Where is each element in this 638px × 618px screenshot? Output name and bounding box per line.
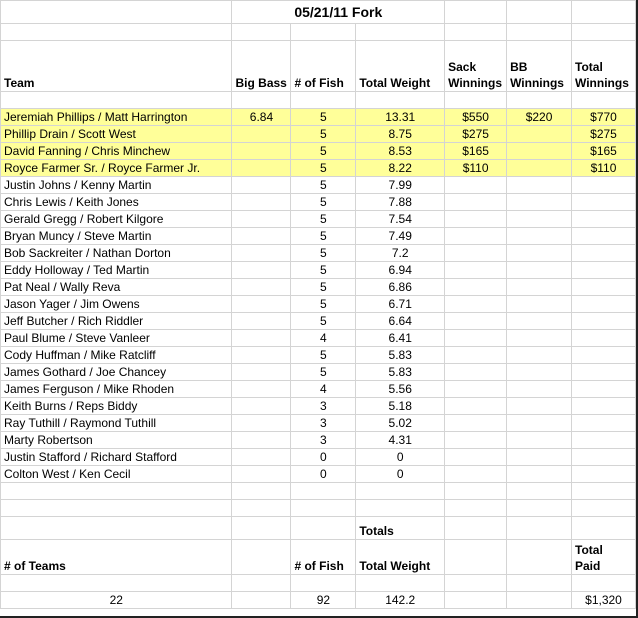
team-cell: James Gothard / Joe Chancey bbox=[1, 364, 232, 381]
sack-winnings-cell bbox=[445, 347, 507, 364]
bb-winnings-cell bbox=[507, 381, 572, 398]
table-row bbox=[1, 262, 636, 279]
header-total-winnings: Total Winnings bbox=[572, 41, 636, 92]
big-bass-cell bbox=[232, 126, 291, 143]
num-fish-cell: 5 bbox=[291, 211, 356, 228]
sack-winnings-cell bbox=[445, 177, 507, 194]
team-cell: Jeremiah Phillips / Matt Harrington bbox=[1, 109, 232, 126]
total-weight-cell: 7.99 bbox=[356, 177, 445, 194]
total-winnings-cell: $770 bbox=[572, 109, 636, 126]
big-bass-cell bbox=[232, 177, 291, 194]
num-fish-cell: 0 bbox=[291, 449, 356, 466]
table-row bbox=[1, 211, 636, 228]
total-weight-cell: 6.41 bbox=[356, 330, 445, 347]
big-bass-cell bbox=[232, 449, 291, 466]
sack-winnings-cell: $275 bbox=[445, 126, 507, 143]
sack-winnings-cell bbox=[445, 466, 507, 483]
total-winnings-cell bbox=[572, 296, 636, 313]
bb-winnings-cell bbox=[507, 262, 572, 279]
total-winnings-cell: $165 bbox=[572, 143, 636, 160]
big-bass-cell bbox=[232, 466, 291, 483]
num-fish-cell: 5 bbox=[291, 126, 356, 143]
total-winnings-cell bbox=[572, 398, 636, 415]
big-bass-cell bbox=[232, 296, 291, 313]
sack-winnings-cell bbox=[445, 432, 507, 449]
num-fish-cell: 5 bbox=[291, 160, 356, 177]
total-weight-cell: 4.31 bbox=[356, 432, 445, 449]
team-cell: Marty Robertson bbox=[1, 432, 232, 449]
sack-winnings-cell bbox=[445, 262, 507, 279]
bb-winnings-cell bbox=[507, 126, 572, 143]
fish-total-label: # of Fish bbox=[291, 540, 356, 575]
sack-winnings-cell bbox=[445, 279, 507, 296]
bb-winnings-cell bbox=[507, 415, 572, 432]
blank-cell bbox=[1, 1, 232, 24]
total-weight-cell: 6.64 bbox=[356, 313, 445, 330]
team-cell: Pat Neal / Wally Reva bbox=[1, 279, 232, 296]
total-weight-cell: 8.75 bbox=[356, 126, 445, 143]
bb-winnings-cell bbox=[507, 177, 572, 194]
sack-winnings-cell bbox=[445, 330, 507, 347]
table-row bbox=[1, 245, 636, 262]
total-weight-cell: 13.31 bbox=[356, 109, 445, 126]
total-weight-cell: 8.22 bbox=[356, 160, 445, 177]
table-row bbox=[1, 126, 636, 143]
team-cell: Bryan Muncy / Steve Martin bbox=[1, 228, 232, 245]
team-cell: Jeff Butcher / Rich Riddler bbox=[1, 313, 232, 330]
total-winnings-cell bbox=[572, 279, 636, 296]
total-winnings-cell bbox=[572, 211, 636, 228]
sack-winnings-cell bbox=[445, 364, 507, 381]
big-bass-cell bbox=[232, 228, 291, 245]
team-cell: Justin Stafford / Richard Stafford bbox=[1, 449, 232, 466]
total-weight-cell: 7.88 bbox=[356, 194, 445, 211]
big-bass-cell bbox=[232, 398, 291, 415]
total-winnings-cell bbox=[572, 381, 636, 398]
total-winnings-cell bbox=[572, 245, 636, 262]
total-winnings-cell bbox=[572, 262, 636, 279]
total-weight-cell: 6.94 bbox=[356, 262, 445, 279]
total-weight-cell: 0 bbox=[356, 449, 445, 466]
total-winnings-cell bbox=[572, 449, 636, 466]
big-bass-cell bbox=[232, 262, 291, 279]
table-row bbox=[1, 143, 636, 160]
total-paid-amount: $1,320 bbox=[572, 592, 636, 609]
total-winnings-cell bbox=[572, 347, 636, 364]
header-bb-winnings: BB Winnings bbox=[507, 41, 572, 92]
big-bass-cell bbox=[232, 313, 291, 330]
big-bass-cell bbox=[232, 160, 291, 177]
weight-total: 142.2 bbox=[356, 592, 445, 609]
header-num-fish: # of Fish bbox=[291, 41, 356, 92]
bb-winnings-cell bbox=[507, 347, 572, 364]
sack-winnings-cell bbox=[445, 194, 507, 211]
num-fish-cell: 5 bbox=[291, 177, 356, 194]
total-winnings-cell bbox=[572, 364, 636, 381]
total-winnings-cell bbox=[572, 415, 636, 432]
bb-winnings-cell bbox=[507, 296, 572, 313]
total-weight-cell: 5.18 bbox=[356, 398, 445, 415]
bb-winnings-cell bbox=[507, 466, 572, 483]
table-row bbox=[1, 432, 636, 449]
big-bass-cell bbox=[232, 347, 291, 364]
sack-winnings-cell: $550 bbox=[445, 109, 507, 126]
bb-winnings-cell bbox=[507, 211, 572, 228]
total-weight-cell: 0 bbox=[356, 466, 445, 483]
bb-winnings-cell bbox=[507, 245, 572, 262]
sack-winnings-cell bbox=[445, 381, 507, 398]
total-paid-label: Total Paid bbox=[572, 540, 636, 575]
total-weight-cell: 7.54 bbox=[356, 211, 445, 228]
header-sack-winnings: Sack Winnings bbox=[445, 41, 507, 92]
total-winnings-cell bbox=[572, 177, 636, 194]
big-bass-cell bbox=[232, 211, 291, 228]
team-cell: Keith Burns / Reps Biddy bbox=[1, 398, 232, 415]
total-winnings-cell: $110 bbox=[572, 160, 636, 177]
big-bass-cell bbox=[232, 364, 291, 381]
teams-count: 22 bbox=[1, 592, 232, 609]
total-winnings-cell bbox=[572, 466, 636, 483]
total-winnings-cell bbox=[572, 194, 636, 211]
total-weight-cell: 5.02 bbox=[356, 415, 445, 432]
sack-winnings-cell bbox=[445, 449, 507, 466]
header-big-bass: Big Bass bbox=[232, 41, 291, 92]
num-fish-cell: 5 bbox=[291, 194, 356, 211]
sack-winnings-cell: $165 bbox=[445, 143, 507, 160]
weight-total-label: Total Weight bbox=[356, 540, 445, 575]
header-total-weight: Total Weight bbox=[356, 41, 445, 92]
team-cell: Royce Farmer Sr. / Royce Farmer Jr. bbox=[1, 160, 232, 177]
big-bass-cell bbox=[232, 143, 291, 160]
total-winnings-cell bbox=[572, 432, 636, 449]
bb-winnings-cell bbox=[507, 194, 572, 211]
bb-winnings-cell bbox=[507, 143, 572, 160]
team-cell: Jason Yager / Jim Owens bbox=[1, 296, 232, 313]
bb-winnings-cell bbox=[507, 228, 572, 245]
sack-winnings-cell bbox=[445, 296, 507, 313]
fish-total: 92 bbox=[291, 592, 356, 609]
sack-winnings-cell bbox=[445, 398, 507, 415]
table-row bbox=[1, 228, 636, 245]
team-cell: David Fanning / Chris Minchew bbox=[1, 143, 232, 160]
total-weight-cell: 6.71 bbox=[356, 296, 445, 313]
table-row bbox=[1, 177, 636, 194]
team-cell: James Ferguson / Mike Rhoden bbox=[1, 381, 232, 398]
table-row bbox=[1, 466, 636, 483]
table-row bbox=[1, 415, 636, 432]
teams-label: # of Teams bbox=[1, 540, 232, 575]
sack-winnings-cell bbox=[445, 245, 507, 262]
num-fish-cell: 3 bbox=[291, 415, 356, 432]
team-cell: Justin Johns / Kenny Martin bbox=[1, 177, 232, 194]
table-row bbox=[1, 449, 636, 466]
total-weight-cell: 7.49 bbox=[356, 228, 445, 245]
bb-winnings-cell bbox=[507, 432, 572, 449]
team-cell: Cody Huffman / Mike Ratcliff bbox=[1, 347, 232, 364]
page-title: 05/21/11 Fork bbox=[232, 1, 445, 24]
big-bass-cell bbox=[232, 381, 291, 398]
num-fish-cell: 0 bbox=[291, 466, 356, 483]
bb-winnings-cell bbox=[507, 279, 572, 296]
num-fish-cell: 5 bbox=[291, 262, 356, 279]
table-row bbox=[1, 381, 636, 398]
total-winnings-cell bbox=[572, 313, 636, 330]
num-fish-cell: 5 bbox=[291, 109, 356, 126]
total-winnings-cell bbox=[572, 330, 636, 347]
big-bass-cell bbox=[232, 245, 291, 262]
team-cell: Gerald Gregg / Robert Kilgore bbox=[1, 211, 232, 228]
num-fish-cell: 3 bbox=[291, 398, 356, 415]
num-fish-cell: 4 bbox=[291, 381, 356, 398]
big-bass-cell: 6.84 bbox=[232, 109, 291, 126]
header-team: Team bbox=[1, 41, 232, 92]
team-cell: Bob Sackreiter / Nathan Dorton bbox=[1, 245, 232, 262]
sack-winnings-cell: $110 bbox=[445, 160, 507, 177]
big-bass-cell bbox=[232, 432, 291, 449]
table-row bbox=[1, 398, 636, 415]
sack-winnings-cell bbox=[445, 211, 507, 228]
table-row bbox=[1, 109, 636, 126]
table-row bbox=[1, 330, 636, 347]
bb-winnings-cell bbox=[507, 160, 572, 177]
sack-winnings-cell bbox=[445, 313, 507, 330]
big-bass-cell bbox=[232, 330, 291, 347]
num-fish-cell: 4 bbox=[291, 330, 356, 347]
num-fish-cell: 5 bbox=[291, 143, 356, 160]
table-row bbox=[1, 364, 636, 381]
num-fish-cell: 5 bbox=[291, 296, 356, 313]
bb-winnings-cell: $220 bbox=[507, 109, 572, 126]
bb-winnings-cell bbox=[507, 330, 572, 347]
num-fish-cell: 5 bbox=[291, 364, 356, 381]
table-row bbox=[1, 313, 636, 330]
num-fish-cell: 5 bbox=[291, 279, 356, 296]
num-fish-cell: 5 bbox=[291, 347, 356, 364]
table-row bbox=[1, 296, 636, 313]
big-bass-cell bbox=[232, 415, 291, 432]
num-fish-cell: 5 bbox=[291, 228, 356, 245]
sack-winnings-cell bbox=[445, 415, 507, 432]
team-cell: Phillip Drain / Scott West bbox=[1, 126, 232, 143]
total-weight-cell: 6.86 bbox=[356, 279, 445, 296]
bb-winnings-cell bbox=[507, 449, 572, 466]
table-row bbox=[1, 347, 636, 364]
totals-label: Totals bbox=[356, 517, 445, 540]
team-cell: Paul Blume / Steve Vanleer bbox=[1, 330, 232, 347]
sack-winnings-cell bbox=[445, 228, 507, 245]
bb-winnings-cell bbox=[507, 398, 572, 415]
total-winnings-cell bbox=[572, 228, 636, 245]
bb-winnings-cell bbox=[507, 364, 572, 381]
total-weight-cell: 7.2 bbox=[356, 245, 445, 262]
table-row bbox=[1, 279, 636, 296]
team-cell: Colton West / Ken Cecil bbox=[1, 466, 232, 483]
num-fish-cell: 5 bbox=[291, 245, 356, 262]
big-bass-cell bbox=[232, 279, 291, 296]
total-weight-cell: 8.53 bbox=[356, 143, 445, 160]
total-weight-cell: 5.83 bbox=[356, 364, 445, 381]
num-fish-cell: 3 bbox=[291, 432, 356, 449]
total-winnings-cell: $275 bbox=[572, 126, 636, 143]
team-cell: Eddy Holloway / Ted Martin bbox=[1, 262, 232, 279]
big-bass-cell bbox=[232, 194, 291, 211]
num-fish-cell: 5 bbox=[291, 313, 356, 330]
bb-winnings-cell bbox=[507, 313, 572, 330]
total-weight-cell: 5.56 bbox=[356, 381, 445, 398]
total-weight-cell: 5.83 bbox=[356, 347, 445, 364]
team-cell: Chris Lewis / Keith Jones bbox=[1, 194, 232, 211]
team-cell: Ray Tuthill / Raymond Tuthill bbox=[1, 415, 232, 432]
table-row bbox=[1, 194, 636, 211]
table-row bbox=[1, 160, 636, 177]
